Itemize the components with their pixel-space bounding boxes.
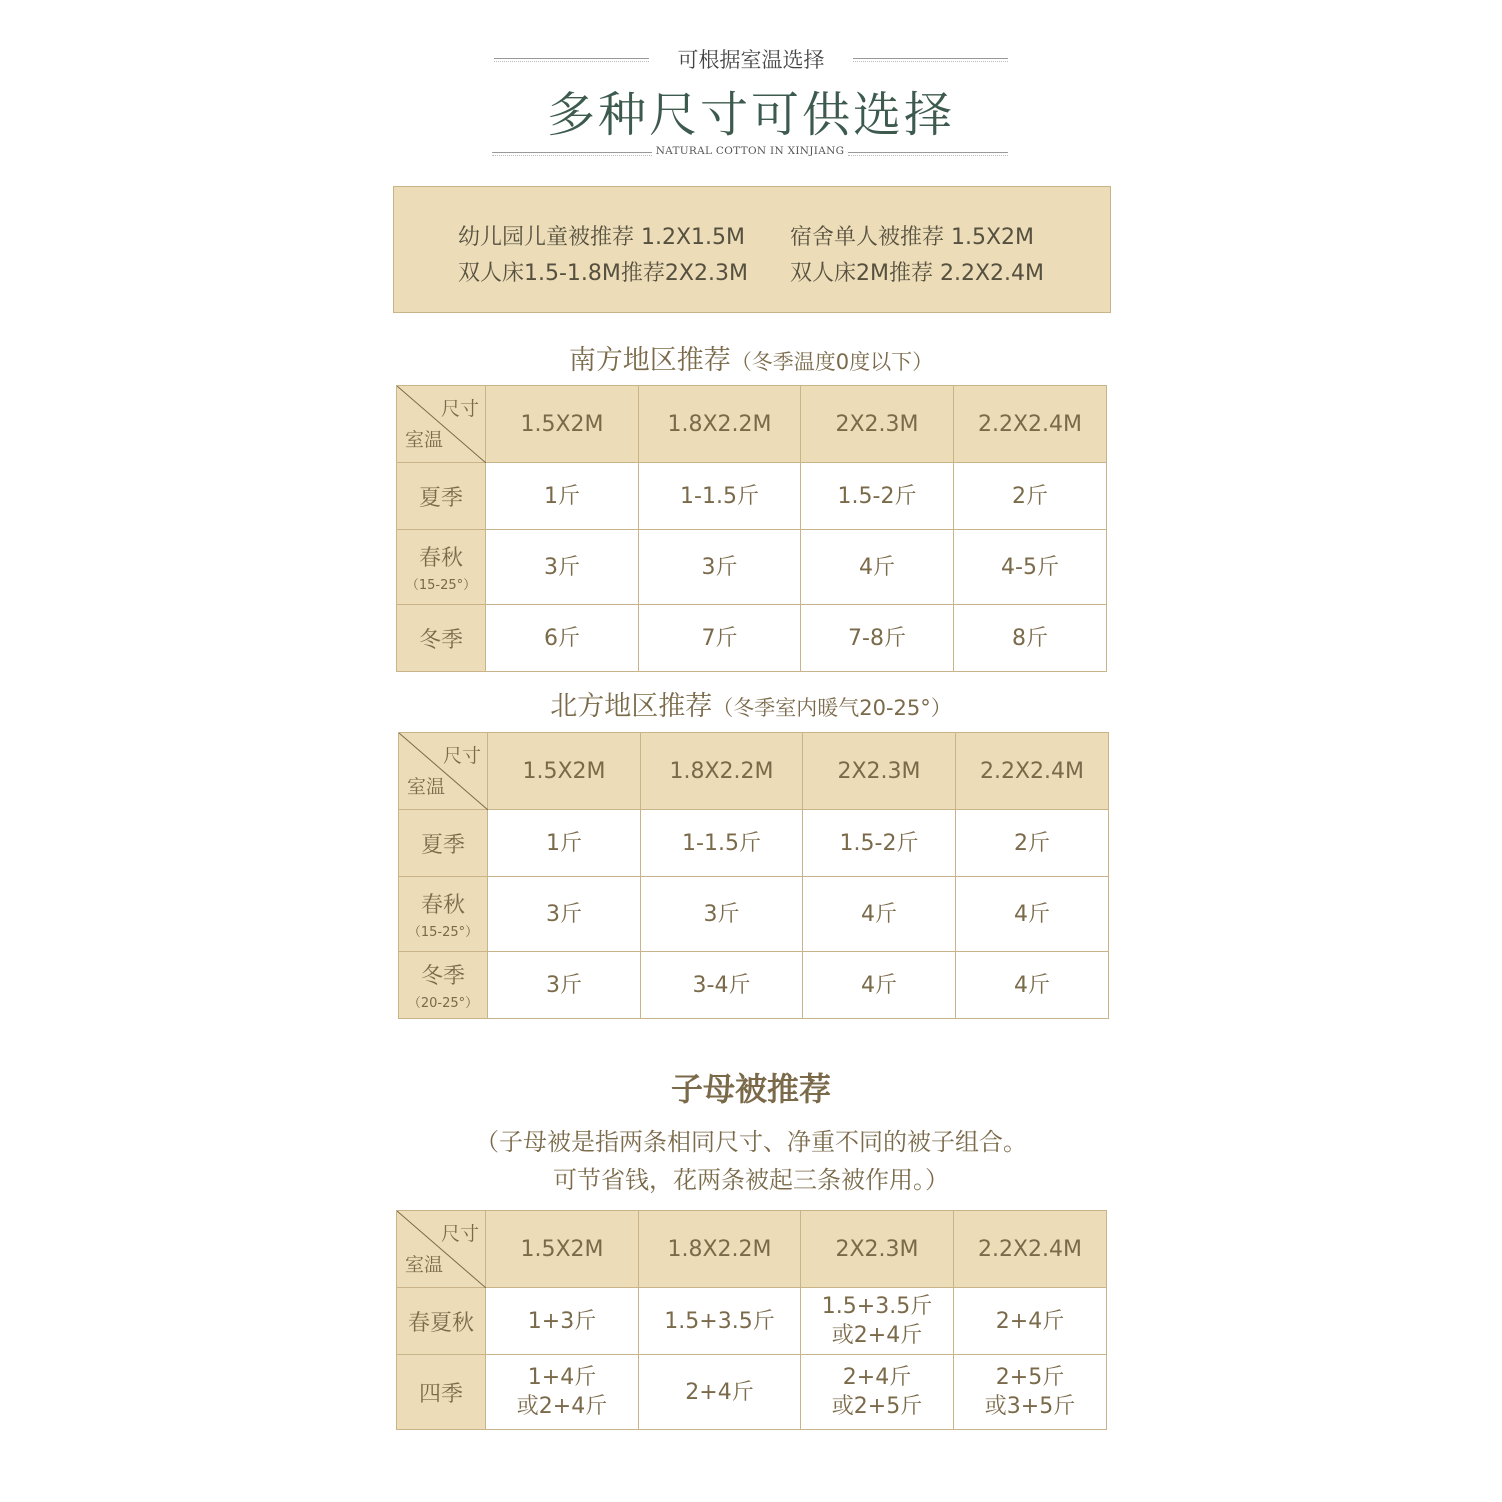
kindergarten-recommendation: 幼儿园儿童被推荐 1.2X1.5M (458, 225, 746, 250)
weight-value: 2+4斤 (995, 1308, 1065, 1334)
weight-value: 或2+4斤 (516, 1394, 608, 1419)
table-row (399, 877, 1109, 952)
corner-temp-label: 室温 (405, 429, 444, 451)
season-label: 冬季 (418, 627, 463, 653)
zimu-table (396, 1210, 1107, 1430)
weight-cell: 4斤 (803, 952, 956, 1019)
recommendation-row (458, 220, 1035, 251)
weight-cell: 7-8斤 (801, 605, 954, 672)
weight-value: 2+5斤 (995, 1365, 1065, 1390)
table-header-row (397, 386, 1107, 463)
table-row (397, 463, 1107, 530)
season-temperature-range: （15-25°） (407, 925, 479, 940)
table-row (397, 1288, 1107, 1355)
weight-value: 或2+5斤 (831, 1394, 923, 1419)
weight-value: 2+4斤 (842, 1365, 912, 1390)
size-header-cell: 2.2X2.4M (956, 733, 1109, 810)
corner-temp-label: 室温 (407, 776, 446, 798)
weight-cell: 2斤 (956, 810, 1109, 877)
weight-cell: 2斤 (954, 463, 1107, 530)
dorm-recommendation: 宿舍单人被推荐 1.5X2M (790, 225, 1035, 250)
size-header-cell: 1.8X2.2M (639, 1211, 801, 1288)
header-decoration-top (494, 42, 1008, 76)
season-cell (397, 1355, 486, 1430)
weight-value: 1.5+3.5斤 (664, 1308, 775, 1334)
divider-line-right (853, 58, 1008, 59)
size-header-cell: 1.8X2.2M (639, 386, 801, 463)
double-bed-recommendation: 双人床1.5-1.8M推荐2X2.3M (458, 261, 748, 286)
weight-cell: 1.5-2斤 (801, 463, 954, 530)
season-label: 夏季 (418, 485, 463, 511)
weight-value: 2+4斤 (685, 1379, 754, 1405)
season-label: 冬季 (420, 964, 465, 989)
weight-cell: 4斤 (801, 530, 954, 605)
weight-value: 1.5+3.5斤 (821, 1294, 933, 1319)
table-header-row (397, 1211, 1107, 1288)
table-row (399, 952, 1109, 1019)
weight-cell: 3斤 (488, 877, 641, 952)
weight-cell (801, 1355, 954, 1430)
south-title-note: （冬季温度0度以下） (730, 350, 934, 374)
north-section-title (0, 684, 1502, 723)
weight-cell (639, 1288, 801, 1355)
weight-cell: 4-5斤 (954, 530, 1107, 605)
season-cell (399, 952, 488, 1019)
weight-cell: 1斤 (488, 810, 641, 877)
zimu-description-line2: 可节省钱，花两条被起三条被作用。） (553, 1166, 949, 1194)
zimu-description-line1: （子母被是指两条相同尺寸、净重不同的被子组合。 (475, 1128, 1027, 1156)
weight-cell: 6斤 (486, 605, 639, 672)
season-cell (397, 605, 486, 672)
weight-cell: 8斤 (954, 605, 1107, 672)
weight-cell: 3斤 (486, 530, 639, 605)
weight-cell: 1-1.5斤 (639, 463, 801, 530)
size-header-cell: 1.8X2.2M (641, 733, 803, 810)
weight-cell: 7斤 (639, 605, 801, 672)
season-cell (399, 810, 488, 877)
corner-cell (397, 386, 486, 463)
page-subtitle: 可根据室温选择 (677, 48, 825, 72)
zimu-section-title: 子母被推荐 (670, 1070, 831, 1108)
table-row (397, 605, 1107, 672)
weight-cell (639, 1355, 801, 1430)
season-cell (399, 877, 488, 952)
corner-size-label: 尺寸 (440, 1223, 479, 1245)
table-row (399, 810, 1109, 877)
season-cell (397, 1288, 486, 1355)
size-header-cell: 2.2X2.4M (954, 1211, 1107, 1288)
weight-value: 1+4斤 (527, 1365, 597, 1390)
double-bed-2m-recommendation: 双人床2M推荐 2.2X2.4M (790, 261, 1044, 286)
season-label: 春秋 (420, 893, 465, 918)
size-header-cell: 1.5X2M (486, 1211, 639, 1288)
weight-cell: 4斤 (956, 952, 1109, 1019)
season-temperature-range: （20-25°） (407, 996, 479, 1011)
weight-cell (486, 1355, 639, 1430)
corner-temp-label: 室温 (405, 1254, 444, 1276)
season-cell (397, 530, 486, 605)
weight-cell: 1-1.5斤 (641, 810, 803, 877)
north-title-note: （冬季室内暖气20-25°） (712, 696, 952, 720)
weight-cell: 1斤 (486, 463, 639, 530)
weight-cell: 3斤 (641, 877, 803, 952)
corner-size-label: 尺寸 (442, 745, 481, 767)
season-label: 四季 (418, 1381, 463, 1407)
weight-cell: 4斤 (956, 877, 1109, 952)
weight-value: 1+3斤 (527, 1308, 597, 1334)
south-title-text: 南方地区推荐 (568, 345, 731, 376)
season-label: 春夏秋 (407, 1310, 474, 1336)
south-table (396, 385, 1107, 672)
north-table (398, 732, 1109, 1019)
weight-cell: 3-4斤 (641, 952, 803, 1019)
north-title-text: 北方地区推荐 (550, 691, 713, 722)
season-label: 夏季 (420, 832, 465, 858)
size-header-cell: 1.5X2M (486, 386, 639, 463)
weight-cell: 4斤 (803, 877, 956, 952)
recommendation-box (393, 186, 1111, 313)
season-temperature-range: （15-25°） (405, 578, 477, 593)
english-tagline: NATURAL COTTON IN XINJIANG (655, 145, 845, 157)
weight-cell (801, 1288, 954, 1355)
divider-line-right (848, 152, 1008, 153)
weight-cell: 3斤 (488, 952, 641, 1019)
size-header-cell: 1.5X2M (488, 733, 641, 810)
page-title: 多种尺寸可供选择 (546, 87, 955, 143)
weight-cell (486, 1288, 639, 1355)
table-row (397, 1355, 1107, 1430)
corner-cell (399, 733, 488, 810)
weight-cell (954, 1355, 1107, 1430)
corner-size-label: 尺寸 (440, 398, 479, 420)
size-header-cell: 2X2.3M (801, 386, 954, 463)
size-header-cell: 2X2.3M (803, 733, 956, 810)
season-cell (397, 463, 486, 530)
south-section-title (0, 338, 1502, 377)
season-label: 春秋 (418, 546, 463, 571)
weight-cell: 1.5-2斤 (803, 810, 956, 877)
size-header-cell: 2X2.3M (801, 1211, 954, 1288)
corner-cell (397, 1211, 486, 1288)
weight-value: 或3+5斤 (984, 1394, 1076, 1419)
header-decoration-bottom (492, 140, 1008, 164)
table-header-row (399, 733, 1109, 810)
weight-cell: 3斤 (639, 530, 801, 605)
weight-value: 或2+4斤 (831, 1323, 923, 1348)
weight-cell (954, 1288, 1107, 1355)
table-row (397, 530, 1107, 605)
recommendation-row (458, 256, 1044, 287)
size-header-cell: 2.2X2.4M (954, 386, 1107, 463)
